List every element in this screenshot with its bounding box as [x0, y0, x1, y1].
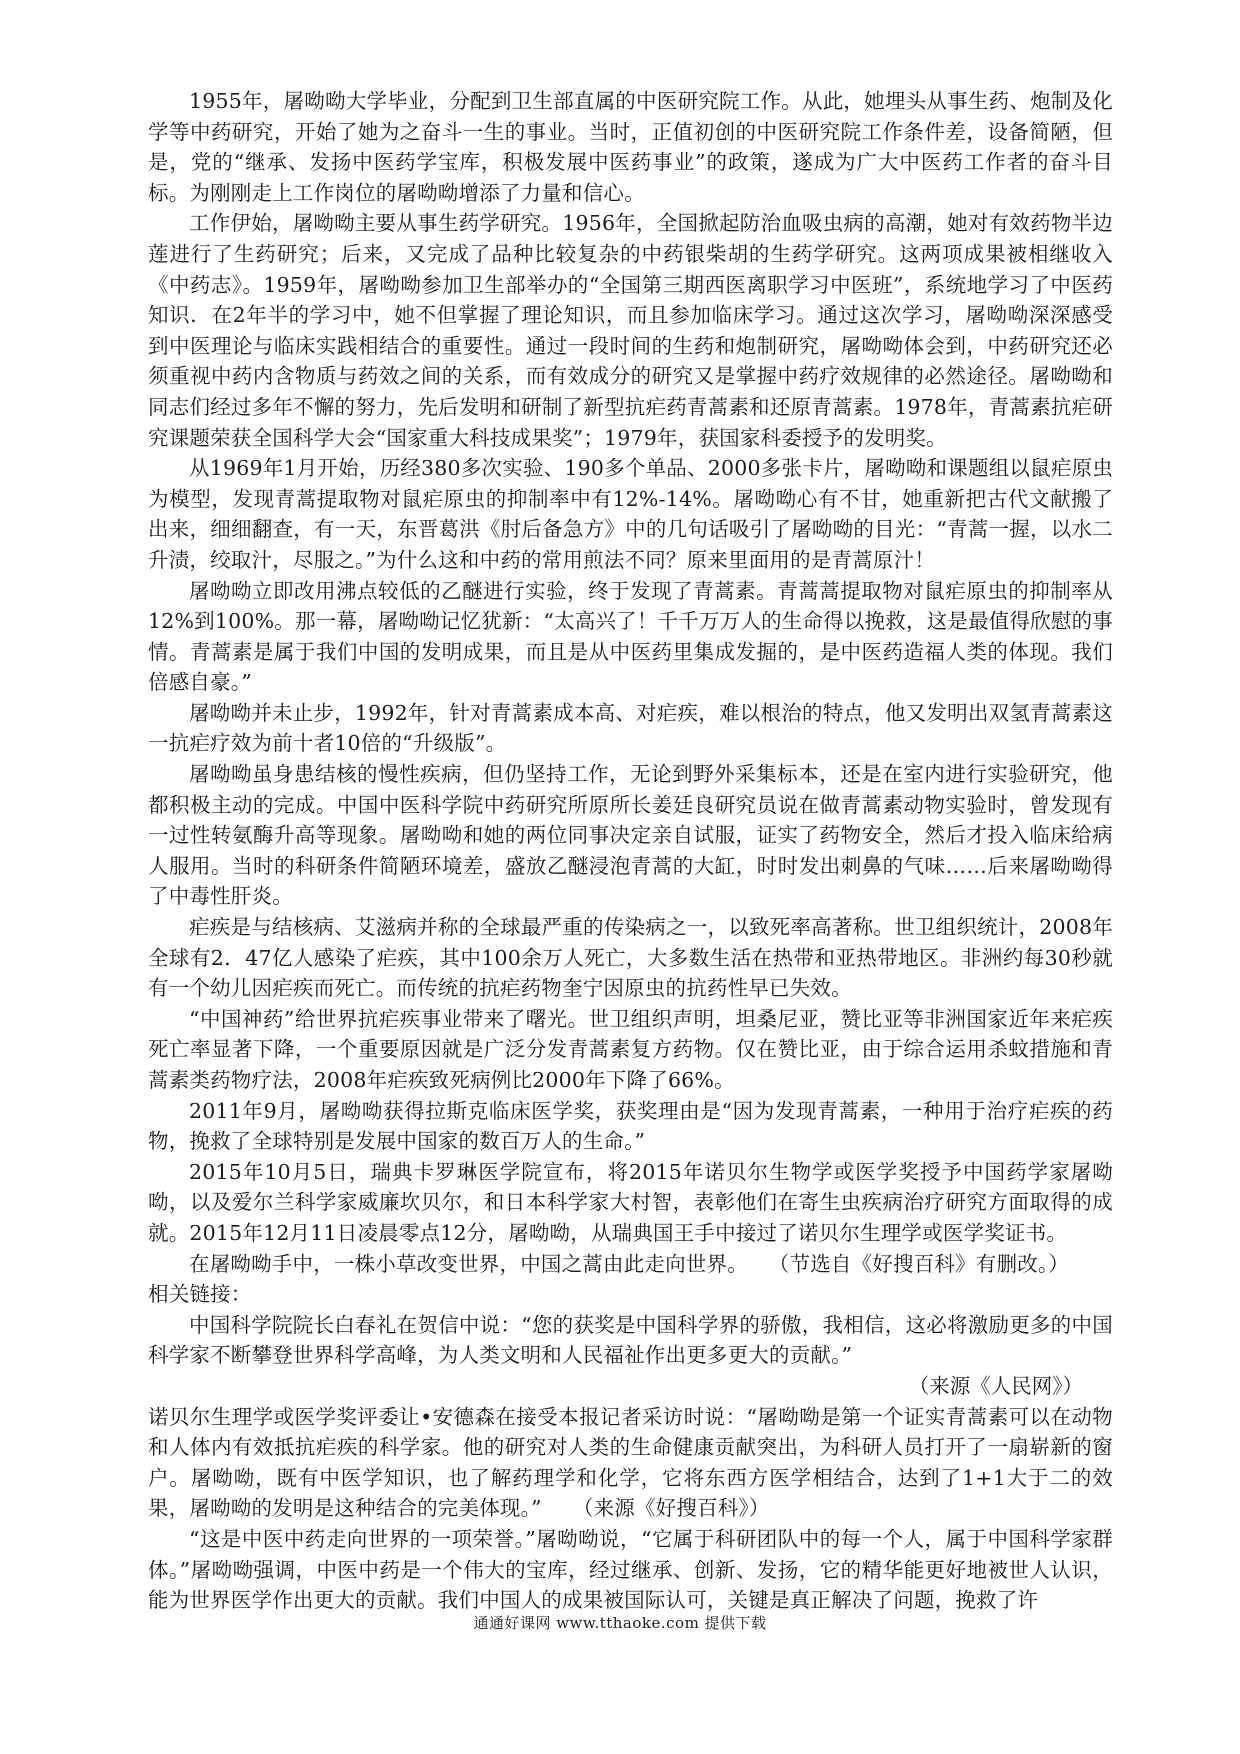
paragraph-9: 2011年9月，屠呦呦获得拉斯克临床医学奖，获奖理由是“因为发现青蒿素，一种用于治疗疟疾的药物，挽救了全球特别是发展中国家的数百万人的生命。” [148, 1098, 1113, 1154]
paragraph-3: 从1969年1月开始，历经380多次实验、190多个单品、2000多张卡片，屠呦呦和课题组以鼠疟原虫为模型，发现青蒿提取物对鼠疟原虫的抑制率中有12%-14%。屠呦呦心有不甘，她重新把古代文献搬了出来，细细翻查，有一天，东晋葛洪《肘后备急方》中的几句话吸引了屠呦呦的目光：“青蒿一握，以水二升渍，绞取汁，尽服之。”为什么这和中药的常用煎法不同？原来里面用的是青蒿原汁！ [148, 456, 1113, 572]
article-body [148, 86, 1113, 1616]
related-link-1: 中国科学院院长白春礼在贺信中说：“您的获奖是中国科学界的骄傲，我相信，这必将激励更多的中国科学家不断攀登世界科学高峰，为人类文明和人民福祉作出更多更大的贡献。” [148, 1312, 1113, 1368]
paragraph-4: 屠呦呦立即改用沸点较低的乙醚进行实验，终于发现了青蒿素。青蒿蒿提取物对鼠疟原虫的抑制率从12%到100%。那一幕，屠呦呦记忆犹新：“太高兴了！千千万万人的生命得以挽救，这是最值得欣慰的事情。青蒿素是属于我们中国的发明成果，而且是从中医药里集成发掘的，是中医药造福人类的体现。我们倍感自豪。” [148, 578, 1113, 695]
related-link-1-source: （来源《人民网》） [908, 1373, 1083, 1398]
paragraph-2: 工作伊始，屠呦呦主要从事生药学研究。1956年，全国掀起防治血吸虫病的高潮，她对有效药物半边莲进行了生药研究；后来，又完成了品种比较复杂的中药银柴胡的生药学研究。这两项成果被相继收入《中药志》。1959年，屠呦呦参加卫生部举办的“全国第三期西医离职学习中医班”，系统地学习了中医药知识．在2年半的学习中，她不但掌握了理论知识，而且参加临床学习。通过这次学习，屠呦呦深深感受到中医理论与临床实践相结合的重要性。通过一段时间的生药和炮制研究，屠呦呦体会到，中药研究还必须重视中药内含物质与药效之间的关系，而有效成分的研究又是掌握中药疗效规律的必然途径。屠呦呦和同志们经过多年不懈的努力，先后发明和研制了新型抗疟药青蒿素和还原青蒿素。1978年，青蒿素抗疟研究课题荣获全国科学大会“国家重大科技成果奖”；1979年，获国家科委授予的发明奖。 [148, 211, 1113, 450]
related-link-3: “这是中医中药走向世界的一项荣誉。”屠呦呦说，“它属于科研团队中的每一个人，属于中国科学家群体。”屠呦呦强调，中医中药是一个伟大的宝库，经过继承、创新、发扬，它的精华能更好地被世人认识，能为世界医学作出更大的贡献。我们中国人的成果被国际认可，关键是真正解决了问题，挽救了许 [148, 1526, 1113, 1613]
paragraph-6: 屠呦呦虽身患结核的慢性疾病，但仍坚持工作，无论到野外采集标本，还是在室内进行实验研究，他都积极主动的完成。中国中医科学院中药研究所原所长姜廷良研究员说在做青蒿素动物实验时，曾发现有一过性转氨酶升高等现象。屠呦呦和她的两位同事决定亲自试服，证实了药物安全，然后才投入临床给病人服用。当时的科研条件简陋环境差，盛放乙醚浸泡青蒿的大缸，时时发出刺鼻的气味……后来屠呦呦得了中毒性肝炎。 [148, 762, 1113, 909]
paragraph-5: 屠呦呦并未止步，1992年，针对青蒿素成本高、对疟疾，难以根治的特点，他又发明出双氢青蒿素这一抗疟疗效为前十者10倍的“升级版”。 [148, 700, 1113, 756]
paragraph-10: 2015年10月5日，瑞典卡罗琳医学院宣布，将2015年诺贝尔生物学或医学奖授予中国药学家屠呦呦，以及爱尔兰科学家威廉坎贝尔，和日本科学家大村智，表彰他们在寄生虫疾病治疗研究方面取得的成就。2015年12月11日凌晨零点12分，屠呦呦，从瑞典国王手中接过了诺贝尔生理学或医学奖证书。 [148, 1159, 1113, 1245]
paragraph-7: 疟疾是与结核病、艾滋病并称的全球最严重的传染病之一，以致死率高著称。世卫组织统计，2008年全球有2．47亿人感染了疟疾，其中100余万人死亡，大多数生活在热带和亚热带地区。非洲约每30秒就有一个幼儿因疟疾而死亡。而传统的抗疟药物奎宁因原虫的抗药性早已失效。 [148, 915, 1113, 1001]
paragraph-1: 1955年，屠呦呦大学毕业，分配到卫生部直属的中医研究院工作。从此，她埋头从事生药、炮制及化学等中药研究，开始了她为之奋斗一生的事业。当时，正值初创的中医研究院工作条件差，设备简陋，但是，党的“继承、发扬中医药学宝库，积极发展中医药事业”的政策，遂成为广大中医药工作者的奋斗目标。为刚刚走上工作岗位的屠呦呦增添了力量和信心。 [148, 89, 1113, 205]
paragraph-11: 在屠呦呦手中，一株小草改变世界，中国之蒿由此走向世界。 （节选自《好搜百科》有删改。） [189, 1251, 1070, 1276]
related-links-label: 相关链接： [148, 1282, 252, 1307]
page-footer: 通通好课网 www.tthaoke.com 提供下载 [473, 1614, 767, 1632]
paragraph-8: “中国神药”给世界抗疟疾事业带来了曙光。世卫组织声明，坦桑尼亚，赞比亚等非洲国家近年来疟疾死亡率显著下降，一个重要原因就是广泛分发青蒿素复方药物。仅在赞比亚，由于综合运用杀蚊措施和青蒿素类药物疗法，2008年疟疾致死病例比2000年下降了66%。 [148, 1006, 1113, 1092]
related-link-2: 诺贝尔生理学或医学奖评委让•安德森在接受本报记者采访时说：“屠呦呦是第一个证实青蒿素可以在动物和人体内有效抵抗疟疾的科学家。他的研究对人类的生命健康贡献突出，为科研人员打开了一扇崭新的窗户。屠呦呦，既有中医学知识，也了解药理学和化学，它将东西方医学相结合，达到了1+1大于二的效果，屠呦呦的发明是这种结合的完美体现。” （来源《好搜百科》） [148, 1404, 1113, 1521]
